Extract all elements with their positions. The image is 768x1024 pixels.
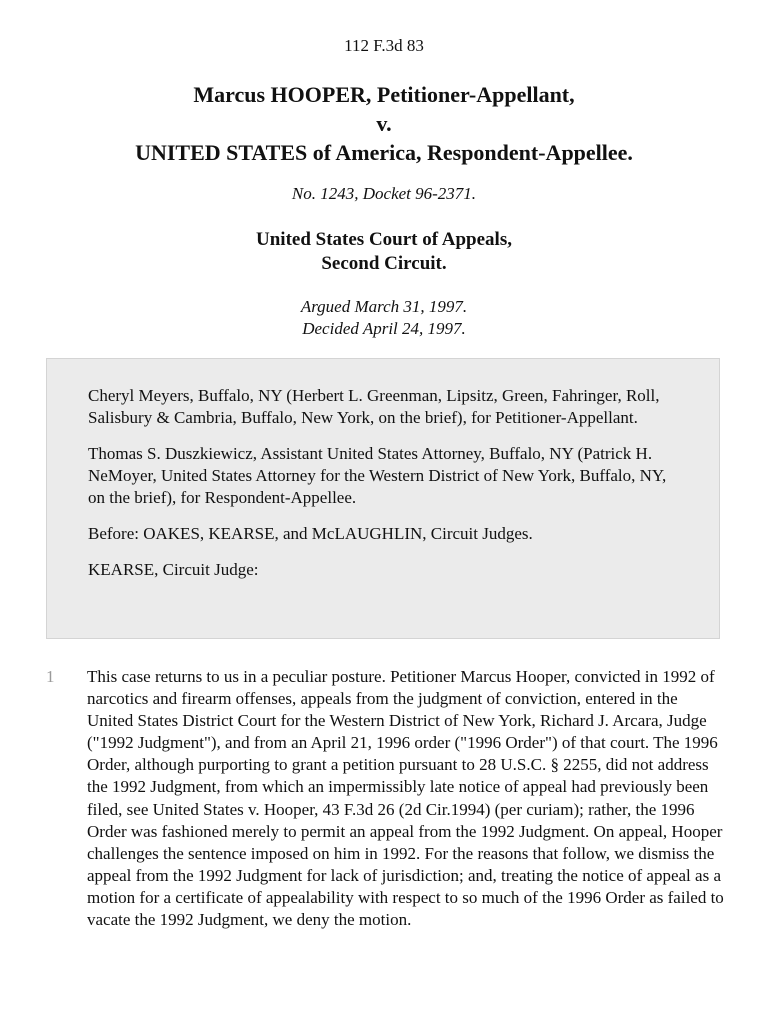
paragraph-text: This case returns to us in a peculiar posture. Petitioner Marcus Hooper, convicted in 1992 of narcotics and firearm offenses, appeals from the judgment of conviction, entered in the United States District Court for the Western District of New York, Richard J. Arcara, Judge ("1992 Judgment"), and from an April 21, 1996 order ("1996 Order") of that court. The 1996 Order, although purporting to grant a petition pursuant to 28 U.S.C. § 2255, did not address the 1992 Judgment, from which an impermissibly late notice of appeal had previously been filed, see United States v. Hooper, 43 F.3d 26 (2d Cir.1994) (per curiam); rather, the 1996 Order was fashioned merely to permit an appeal from the 1992 Judgment. On appeal, Hooper challenges the sentence imposed on him in 1992. For the reasons that follow, we dismiss the appeal from the 1992 Judgment for lack of jurisdiction; and, treating the notice of appeal as a motion for a certificate of appealability with respect to so much of the 1996 Order as failed to vacate the 1992 Judgment, we deny the motion.	[87, 667, 724, 930]
counsel-panel	[46, 358, 720, 639]
appellant-counsel: Cheryl Meyers, Buffalo, NY (Herbert L. Greenman, Lipsitz, Green, Fahringer, Roll, Salisbury & Cambria, Buffalo, New York, on the brief), for Petitioner-Appellant.	[88, 386, 660, 427]
case-dates	[0, 296, 768, 340]
opinion-author: KEARSE, Circuit Judge:	[88, 560, 259, 579]
court-name-line1: United States Court of Appeals,	[256, 229, 512, 250]
appellee-counsel: Thomas S. Duszkiewicz, Assistant United States Attorney, Buffalo, NY (Patrick H. NeMoyer, United States Attorney for the Western District of New York, Buffalo, NY, on the brief), for Respondent-Appellee.	[88, 444, 667, 507]
docket-number: No. 1243, Docket 96-2371.	[291, 184, 477, 203]
paragraph-number: 1	[46, 667, 55, 686]
argued-date: Argued March 31, 1997.	[300, 297, 468, 316]
decided-date: Decided April 24, 1997.	[302, 319, 466, 338]
case-caption	[0, 80, 768, 167]
petitioner-name: Marcus HOOPER, Petitioner-Appellant,	[193, 82, 575, 107]
case-citation: 112 F.3d 83	[344, 36, 424, 55]
court-name-line2: Second Circuit.	[321, 253, 447, 274]
respondent-name: UNITED STATES of America, Respondent-Appellee.	[135, 140, 633, 165]
court-name	[0, 228, 768, 276]
judges-panel: Before: OAKES, KEARSE, and McLAUGHLIN, Circuit Judges.	[88, 524, 533, 543]
versus-label: v.	[376, 111, 392, 136]
